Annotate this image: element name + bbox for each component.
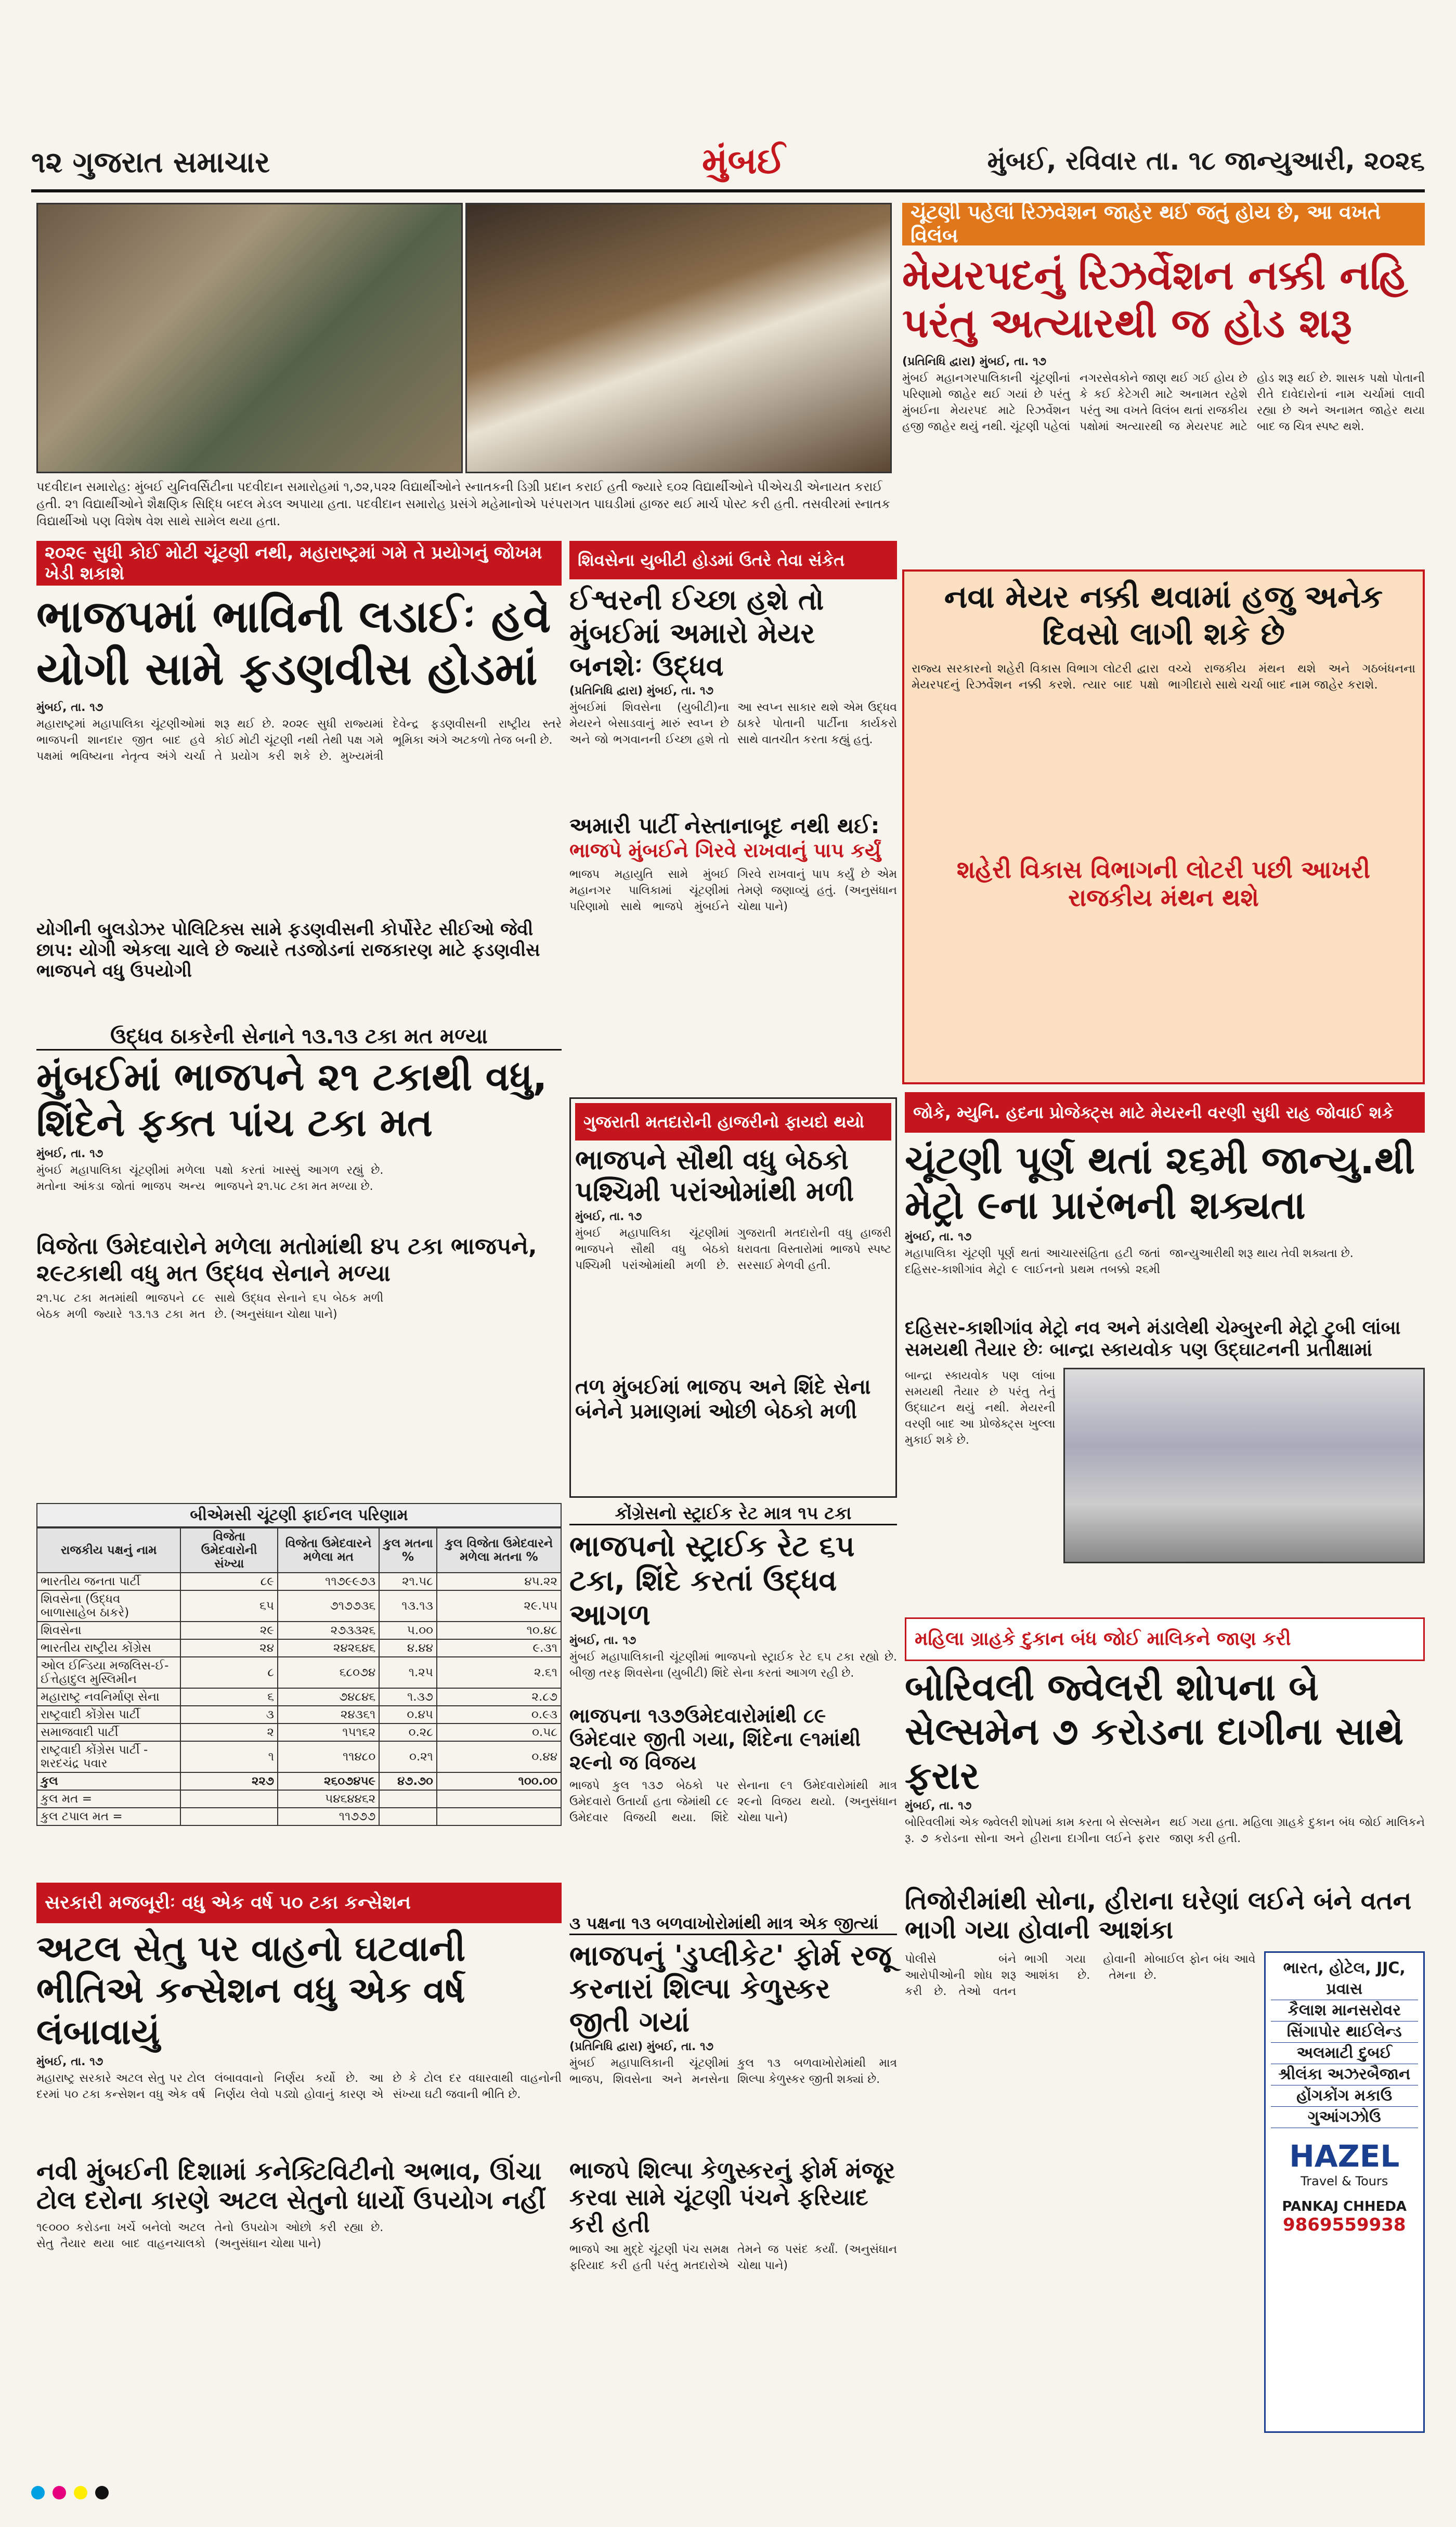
congress-body-2: ભાજપે કુલ ૧૩૭ બેઠકો પર ઉમેદવારો ઉતાર્યા હતા જેમાંથી ૮૯ ઉમેદવાર વિજયી થયા. શિંદે સેનાના ૯૧ ઉમેદવારોમાંથી માત્ર ૨૯નો વિજય થયો. (અનુસંધાન ચોથા પાને) (569, 1779, 897, 1824)
table-cell: સમાજવાદી પાર્ટી (37, 1723, 180, 1741)
metro-body-2: બાન્દ્રા સ્કાયવોક પણ લાંબા સમયથી તૈયાર છે પરંતુ તેનું ઉદ્ઘાટન થયું નથી. મેયરની વરણી બાદ આ પ્રોજેક્ટ્સ ખુલ્લા મુકાઈ શકે છે. (905, 1369, 1056, 1447)
table-cell: ૦.૯૩ (437, 1706, 561, 1723)
advert-contact-name: PANKAJ CHHEDA (1282, 2199, 1407, 2215)
bjp-future-kicker: ૨૦૨૯ સુધી કોઈ મોટી ચૂંટણી નથી, મહારાષ્ટ્રમાં ગમે તે પ્રયોગનું જોખમ ખેડી શકાશે (36, 541, 562, 586)
reg-mark-black (95, 2486, 109, 2499)
advert-destination: ભારત, હોટેલ, JJC, પ્રવાસ (1271, 1958, 1418, 2000)
table-cell: ૫.૦૦ (379, 1622, 437, 1639)
table-cell: ૧૧૭૯૯૭૩ (278, 1573, 379, 1590)
congress-headline: ભાજપનો સ્ટ્રાઈક રેટ ૬૫ ટકા, શિંદે કરતાં ઉદ્ધવ આગળ (569, 1530, 855, 1632)
mayor-body: મુંબઈ મહાનગરપાલિકાની ચૂંટણીનાં પરિણામો જાહેર થઈ ગયાં છે પરંતુ મુંબઈના મેયરપદ માટે રિઝર્વેશન હજી જાહેર થયું નથી. ચૂંટણી પહેલાં નગરસેવકોને જાણ થઈ ગઈ હોય છે કે કઈ કેટેગરી માટે અનામત રહેશે પરંતુ આ વખતે વિલંબ થતાં રાજકીય પક્ષોમાં અત્યારથી જ મેયરપદ માટે હોડ શરૂ થઈ છે. શાસક પક્ષો પોતાની રીતે દાવેદારોનાં નામ ચર્ચામાં લાવી રહ્યા છે અને અનામત જાહેર થયા બાદ જ ચિત્ર સ્પષ્ટ થશે. (902, 372, 1425, 434)
table-cell: ૮૯ (180, 1573, 278, 1590)
gujarati-voters-dateline: મુંબઈ, તા. ૧૭ (575, 1210, 642, 1223)
table-cell: ૧૧૪૮૦ (278, 1741, 379, 1772)
table-row (37, 1622, 561, 1639)
atal-setu-body: મહારાષ્ટ્ર સરકારે અટલ સેતુ પર ટોલ દરમાં ૫૦ ટકા કન્સેશન વધુ એક વર્ષ લંબાવવાનો નિર્ણય કર્યો છે. આ નિર્ણય લેવો પડ્યો હોવાનું કારણ એ છે કે ટોલ દર વધારવાથી વાહનોની સંખ્યા ઘટી જવાની ભીતિ છે. (36, 2071, 562, 2101)
table-cell: ૬૫ (180, 1590, 278, 1622)
table-cell: ૨૪૩૬૧ (278, 1706, 379, 1723)
advert-destination: હોંગકોંગ મકાઉ (1271, 2085, 1418, 2107)
congress-kicker: કોંગ્રેસનો સ્ટ્રાઈક રેટ માત્ર ૧૫ ટકા (569, 1503, 897, 1525)
table-cell: ૨૪ (180, 1639, 278, 1657)
mayor-dateline: (પ્રતિનિધિ દ્વારા) મુંબઈ, તા. ૧૭ (902, 355, 1047, 369)
table-cell: ૪૭.૭૦ (379, 1772, 437, 1790)
shilpa-dateline: (પ્રતિનિધિ દ્વારા) મુંબઈ, તા. ૧૭ (569, 2040, 714, 2053)
mayor-kicker: ચૂંટણી પહેલાં રિઝર્વેશન જાહેર થઈ જતું હોય છે, આ વખતે વિલંબ (902, 203, 1425, 245)
story-shilpa (569, 1914, 897, 2476)
table-row (37, 1772, 561, 1790)
table-cell: ૨.૮૭ (437, 1688, 561, 1706)
shilpa-kicker: ૩ પક્ષના ૧૩ બળવાખોરોમાંથી માત્ર એક જીત્યાં (569, 1914, 897, 1935)
registration-marks (31, 2486, 1425, 2502)
jewellery-subhead: તિજોરીમાંથી સોના, હીરાના ઘરેણાં લઈને બંને વતન ભાગી ગયા હોવાની આશંકા (905, 1886, 1412, 1945)
shivsena-subhead-1: અમારી પાર્ટી નેસ્તાનાબૂદ નથી થઈ: (569, 813, 880, 839)
table-cell: ૨.૬૧ (437, 1657, 561, 1688)
advert-phone[interactable]: 9869559938 (1282, 2214, 1406, 2236)
new-mayor-subhead: શહેરી વિકાસ વિભાગની લોટરી પછી આખરી રાજકીય મંથન થશે (956, 855, 1371, 912)
jewellery-body-2: પોલીસે બંને આરોપીઓની શોધ શરૂ કરી છે. તેઓ વતન ભાગી ગયા હોવાની આશંકા છે. તેમના મોબાઈલ ફોન બંધ આવે છે. (905, 1953, 1256, 1999)
table-cell (180, 1790, 278, 1808)
table-cell: ૫૪૬૪૪૬૨ (278, 1790, 379, 1808)
bjp-future-headline: ભાજપમાં ભાવિની લડાઈઃ હવે યોગી સામે ફડણવીસ હોડમાં (36, 591, 551, 696)
table-cell (437, 1808, 561, 1825)
vote-share-dateline: મુંબઈ, તા. ૧૭ (36, 1147, 103, 1160)
metro-kicker: જોકે, મ્યુનિ. હદના પ્રોજેક્ટ્સ માટે મેયરની વરણી સુધી રાહ જોવાઈ શકે (905, 1092, 1425, 1133)
congress-subhead: ભાજપના ૧૩૭ઉમેદવારોમાંથી ૮૯ ઉમેદવાર જીતી ગયા, શિંદેના ૯૧માંથી ૨૯નો જ વિજય (569, 1704, 861, 1774)
metro-headline: ચૂંટણી પૂર્ણ થતાં ૨૬મી જાન્યુ.થી મેટ્રો ૯ના પ્રારંભની શક્યતા (905, 1138, 1415, 1228)
vote-share-headline: મુંબઈમાં ભાજપને ૨૧ ટકાથી વધુ, શિંદેને ફક્ત પાંચ ટકા મત (36, 1055, 548, 1145)
masthead (31, 136, 1425, 192)
table-cell: ૧.૨૫ (379, 1657, 437, 1688)
results-table-box (36, 1503, 562, 1877)
table-row (37, 1790, 561, 1808)
table-cell: શિવસેના (37, 1622, 180, 1639)
table-cell: ૩ (180, 1706, 278, 1723)
table-cell: ૨ (180, 1723, 278, 1741)
advert-brand: HAZEL (1289, 2139, 1400, 2174)
story-atal-setu (36, 1883, 562, 2481)
results-table-title: બીએમસી ચૂંટણી ફાઈનલ પરિણામ (36, 1503, 562, 1527)
vote-share-body: મુંબઈ મહાપાલિકા ચૂંટણીમાં મળેલા મતોના આંકડા જોતાં ભાજપ અન્ય પક્ષો કરતાં ખાસ્સું આગળ રહ્યું છે. ભાજપને ૨૧.૫૮ ટકા મત મળ્યા છે. (36, 1163, 384, 1193)
table-cell: ૪.૪૪ (379, 1639, 437, 1657)
metro-train-photo (1063, 1368, 1425, 1563)
col-winner-vote-pct: કુલ વિજેતા ઉમેદવારને મળેલા મતના % (437, 1528, 561, 1573)
city-label: મુંબઈ (702, 139, 785, 182)
table-row (37, 1639, 561, 1657)
table-cell: ૧૧૭૭૭ (278, 1808, 379, 1825)
metro-body: મહાપાલિકા ચૂંટણી પૂર્ણ થતાં આચારસંહિતા હટી જતાં દહિસર-કાશીગાંવ મેટ્રો ૯ લાઈનનો પ્રથમ તબક્કો ૨૬મી જાન્યુઆરીથી શરૂ થાય તેવી શક્યતા છે. (905, 1247, 1354, 1276)
table-cell: ૨૯ (180, 1622, 278, 1639)
bjp-future-dateline: મુંબઈ, તા. ૧૭ (36, 701, 103, 714)
table-cell (379, 1790, 437, 1808)
table-cell: ૦.૪૪ (437, 1741, 561, 1772)
shivsena-kicker: શિવસેના યુબીટી હોડમાં ઉતરે તેવા સંકેત (569, 541, 897, 579)
col-winners: વિજેતા ઉમેદવારોની સંખ્યા (180, 1528, 278, 1573)
jewellery-kicker: મહિલા ગ્રાહકે દુકાન બંધ જોઈ માલિકને જાણ કરી (905, 1617, 1425, 1661)
bjp-future-body: મહારાષ્ટ્રમાં મહાપાલિકા ચૂંટણીઓમાં ભાજપની શાનદાર જીત બાદ હવે પક્ષમાં ભવિષ્યના નેતૃત્વ અંગે ચર્ચા શરૂ થઈ છે. ૨૦૨૯ સુધી રાજ્યમાં કોઈ મોટી ચૂંટણી નથી તેથી પક્ષ ગમે તે પ્રયોગ કરી શકે છે. મુખ્યમંત્રી દેવેન્દ્ર ફડણવીસની રાષ્ટ્રીય સ્તરે ભૂમિકા અંગે અટકળો તેજ બની છે. (36, 717, 562, 763)
table-row (37, 1808, 561, 1825)
table-cell: ૨૨૭ (180, 1772, 278, 1790)
table-cell: મહારાષ્ટ્ર નવનિર્માણ સેના (37, 1688, 180, 1706)
table-row (37, 1688, 561, 1706)
advert-destination: શ્રીલંકા અઝરબૈજાન (1271, 2064, 1418, 2085)
gujarati-voters-body: મુંબઈ મહાપાલિકા ચૂંટણીમાં ભાજપને સૌથી વધુ બેઠકો પશ્ચિમી પરાંઓમાંથી મળી છે. ગુજરાતી મતદારોની વધુ હાજરી ધરાવતા વિસ્તારોમાં ભાજપે સ્પષ્ટ સરસાઈ મેળવી હતી. (575, 1226, 891, 1272)
table-cell: ૧૫૧૬૨ (278, 1723, 379, 1741)
table-row (37, 1573, 561, 1590)
table-row (37, 1590, 561, 1622)
jewellery-dateline: મુંબઈ, તા. ૧૭ (905, 1799, 972, 1812)
story-congress (569, 1503, 897, 1909)
gujarati-voters-subhead: તળ મુંબઈમાં ભાજપ અને શિંદે સેના બંનેને પ્રમાણમાં ઓછી બેઠકો મળી (575, 1375, 871, 1423)
advert-destination: સિંગાપોર થાઈલેન્ડ (1271, 2021, 1418, 2043)
table-cell: ૨૭૩૩૨૬ (278, 1622, 379, 1639)
table-cell: ૬ (180, 1688, 278, 1706)
table-cell: ૦.૫૮ (437, 1723, 561, 1741)
story-mayor-reservation (902, 203, 1425, 567)
shivsena-dateline: (પ્રતિનિધિ દ્વારા) મુંબઈ, તા. ૧૭ (569, 684, 714, 698)
shilpa-headline: ભાજપનું 'ડુપ્લીકેટ' ફોર્મ રજૂ કરનારાં શિલ્પા કેળુસ્કર જીતી ગયાં (569, 1939, 892, 2039)
atal-setu-dateline: મુંબઈ, તા. ૧૭ (36, 2055, 103, 2068)
table-cell: ૧૦.૪૮ (437, 1622, 561, 1639)
jewellery-headline: બોરિવલી જ્વેલરી શોપના બે સેલ્સમેન ૭ કરોડના દાગીના સાથે ફરાર (905, 1665, 1404, 1797)
table-cell (180, 1808, 278, 1825)
congress-dateline: મુંબઈ, તા. ૧૭ (569, 1634, 636, 1648)
advert-destination: ગુઆંગઝોઉ (1271, 2107, 1418, 2128)
story-metro (905, 1092, 1425, 1612)
vote-share-kicker: ઉદ્ધવ ઠાકરેની સેનાને ૧૩.૧૩ ટકા મત મળ્યા (36, 1025, 562, 1051)
reg-mark-cyan (31, 2486, 45, 2499)
atal-setu-subhead: નવી મુંબઈની દિશામાં કનેક્ટિવિટીનો અભાવ, ઊંચા ટોલ દરોના કારણે અટલ સેતુનો ધાર્યો ઉપયોગ નહીં (36, 2156, 545, 2215)
vote-share-body-2: ૨૧.૫૮ ટકા મતમાંથી ભાજપને ૮૯ બેઠક મળી જ્યારે ૧૩.૧૩ ટકા મત સાથે ઉદ્ધવ સેનાને ૬૫ બેઠક મળી છે. (અનુસંધાન ચોથા પાને) (36, 1291, 384, 1321)
table-cell: ૧.૩૭ (379, 1688, 437, 1706)
results-table (36, 1527, 562, 1826)
shivsena-headline: ઈશ્વરની ઈચ્છા હશે તો મુંબઈમાં અમારો મેયર બનશેઃ ઉદ્ધવ (569, 584, 824, 683)
table-cell: ૨૪૨૬૪૬ (278, 1639, 379, 1657)
col-vote-pct: કુલ મતના % (379, 1528, 437, 1573)
table-cell: ૭૧૭૭૩૬ (278, 1590, 379, 1622)
table-cell: ૨૯.૫૫ (437, 1590, 561, 1622)
shilpa-body: મુંબઈ મહાપાલિકાની ચૂંટણીમાં ભાજપ, શિવસેના અને મનસેના કુલ ૧૩ બળવાખોરોમાંથી માત્ર શિલ્પા કેળુસ્કર જીતી શક્યાં છે. (569, 2056, 897, 2086)
advert-destination: કૈલાશ માનસરોવર (1271, 2000, 1418, 2021)
table-cell: ૬૮૦૭૪ (278, 1657, 379, 1688)
gujarati-voters-kicker: ગુજરાતી મતદારોની હાજરીનો ફાયદો થયો (575, 1103, 891, 1141)
atal-setu-body-2: ૧૯૦૦૦ કરોડના ખર્ચે બનેલો અટલ સેતુ તૈયાર થયા બાદ વાહનચાલકો તેનો ઉપયોગ ઓછો કરી રહ્યા છે. (અનુસંધાન ચોથા પાને) (36, 2221, 384, 2250)
col-party: રાજકીય પક્ષનું નામ (37, 1528, 180, 1573)
table-cell: કુલ મત = (37, 1790, 180, 1808)
story-vote-share (36, 1025, 562, 1498)
story-gujarati-voters (569, 1097, 897, 1498)
table-cell: ૪૫.૨૨ (437, 1573, 561, 1590)
advert-tagline: Travel & Tours (1301, 2174, 1388, 2189)
table-cell: રાષ્ટ્રવાદી કોંગ્રેસ પાર્ટી - શરદચંદ્ર પવાર (37, 1741, 180, 1772)
convocation-photo-left (36, 203, 463, 473)
table-row (37, 1657, 561, 1688)
table-cell: ભારતીય રાષ્ટ્રીય કોંગ્રેસ (37, 1639, 180, 1657)
shilpa-subhead: ભાજપે શિલ્પા કેળુસ્કરનું ફોર્મ મંજૂર કરવા સામે ચૂંટણી પંચને ફરિયાદ કરી હતી (569, 2157, 895, 2238)
metro-subhead: દહિસર-કાશીગાંવ મેટ્રો નવ અને મંડાલેથી ચેમ્બુરની મેટ્રો ટુબી લાંબા સમયથી તૈયાર છેઃ બાન્દ્રા સ્કાયવોક પણ ઉદ્ઘાટનની પ્રતીક્ષામાં (905, 1317, 1401, 1361)
advert-destinations (1271, 1958, 1418, 2128)
shilpa-body-2: ભાજપે આ મુદ્દે ચૂંટણી પંચ સમક્ષ ફરિયાદ કરી હતી પરંતુ મતદારોએ તેમને જ પસંદ કર્યાં. (અનુસંધાન ચોથા પાને) (569, 2243, 897, 2272)
reg-mark-yellow (74, 2486, 87, 2499)
table-cell: ઓલ ઈન્ડિયા મજલિસ-ઈ-ઈત્તેહાદુલ મુસ્લિમીન (37, 1657, 180, 1688)
mayor-headline: મેયરપદનું રિઝર્વેશન નક્કી નહિ પરંતુ અત્યારથી જ હોડ શરૂ (902, 252, 1408, 347)
reg-mark-magenta (53, 2486, 66, 2499)
col-winner-votes: વિજેતા ઉમેદવારને મળેલા મત (278, 1528, 379, 1573)
table-cell: ૭૪૮૪૬ (278, 1688, 379, 1706)
shivsena-subhead-2: ભાજપે મુંબઈને ગિરવે રાખવાનું પાપ કર્યું (569, 838, 881, 862)
vote-share-subhead: વિજેતા ઉમેદવારોને મળેલા મતોમાંથી ૪૫ ટકા ભાજપને, ૨૯ટકાથી વધુ મત ઉદ્ધવ સેનાને મળ્યા (36, 1233, 537, 1287)
story-bjp-future (36, 541, 562, 1019)
advert-destination: અલમાટી દુબઈ (1271, 2043, 1418, 2064)
issue-date: મુંબઈ, રવિવાર તા. ૧૮ જાન્યુઆરી, ૨૦૨૬ (987, 146, 1425, 176)
atal-setu-headline: અટલ સેતુ પર વાહનો ઘટવાની ભીતિએ કન્સેશન વધુ એક વર્ષ લંબાવાયું (36, 1928, 466, 2053)
table-cell: ૧ (180, 1741, 278, 1772)
table-cell: ૮ (180, 1657, 278, 1688)
jewellery-body: બોરિવલીમાં એક જ્વેલરી શોપમાં કામ કરતા બે સેલ્સમેન રૂ. ૭ કરોડના સોના અને હીરાના દાગીના લઈને ફરાર થઈ ગયા હતા. મહિલા ગ્રાહકે દુકાન બંધ જોઈ માલિકને જાણ કરી હતી. (905, 1816, 1425, 1845)
table-cell: શિવસેના (ઉદ્ધવ બાળાસાહેબ ઠાકરે) (37, 1590, 180, 1622)
table-cell: ભારતીય જનતા પાર્ટી (37, 1573, 180, 1590)
table-cell: ૦.૪૫ (379, 1706, 437, 1723)
congress-body: મુંબઈ મહાપાલિકાની ચૂંટણીમાં ભાજપનો સ્ટ્રાઈક રેટ ૬૫ ટકા રહ્યો છે. બીજી તરફ શિવસેના (યુબીટી) શિંદે સેના કરતાં આગળ રહી છે. (569, 1651, 897, 1680)
page-title: ૧૨ ગુજરાત સમાચાર (31, 146, 270, 179)
table-cell (379, 1808, 437, 1825)
table-cell: કુલ ટપાલ મત = (37, 1808, 180, 1825)
table-cell: ૧૩.૧૩ (379, 1590, 437, 1622)
metro-dateline: મુંબઈ, તા. ૧૭ (905, 1230, 972, 1243)
table-row (37, 1706, 561, 1723)
table-cell: ૨૧.૫૮ (379, 1573, 437, 1590)
story-jewellery (905, 1617, 1425, 2476)
atal-setu-kicker: સરકારી મજબૂરીઃ વધુ એક વર્ષ ૫૦ ટકા કન્સેશન (36, 1883, 562, 1923)
shivsena-body-2: ભાજપ મહાયુતિ સામે મુંબઈ મહાનગર પાલિકામાં ચૂંટણીમાં પરિણામો સાથે ભાજપે મુંબઈને ગિરવે રાખવાનું પાપ કર્યું છે એમ તેમણે જણાવ્યું હતું. (અનુસંધાન ચોથા પાને) (569, 867, 897, 913)
table-row (37, 1741, 561, 1772)
table-cell: ૨૬૦૭૪૫૯ (278, 1772, 379, 1790)
story-shivsena (569, 541, 897, 1092)
table-row (37, 1723, 561, 1741)
convocation-photo-right (465, 203, 892, 473)
new-mayor-body: રાજ્ય સરકારનો શહેરી વિકાસ વિભાગ લોટરી દ્વારા મેયરપદનું રિઝર્વેશન નક્કી કરશે. ત્યાર બાદ પક્ષો વચ્ચે રાજકીય મંથન થશે અને ગઠબંધનના ભાગીદારો સાથે ચર્ચા બાદ નામ જાહેર કરાશે. (912, 662, 1415, 692)
table-cell: ૦.૨૮ (379, 1723, 437, 1741)
box-new-mayor (902, 569, 1425, 1084)
table-cell: ૧૦૦.૦૦ (437, 1772, 561, 1790)
results-header-row (37, 1528, 561, 1573)
table-cell (437, 1790, 561, 1808)
convocation-caption: પદવીદાન સમારોહ: મુંબઈ યુનિવર્સિટીના પદવીદાન સમારોહમાં ૧,૭૨,૫૨૨ વિદ્યાર્થીઓને સ્નાતકની ડિગ્રી પ્રદાન કરાઈ હતી જ્યારે ૬૦૨ વિદ્યાર્થીઓને પીએચડી એનાયત કરાઈ હતી. ૨૧ વિદ્યાર્થીઓને શૈક્ષણિક સિદ્ધિ બદલ મેડલ અપાયા હતા. પદવીદાન સમારોહ પ્રસંગે મહેમાનોએ પરંપરાગત પાઘડીમાં હાજર થઈ માર્ચ પોસ્ટ કરી હતી. તસવીરમાં સ્નાતક વિદ્યાર્થીઓ પણ વિશેષ વેશ સાથે સામેલ થયા હતા. (36, 480, 890, 528)
shivsena-body: મુંબઈમાં શિવસેના (યુબીટી)ના મેયરને બેસાડવાનું મારું સ્વપ્ન છે અને જો ભગવાનની ઈચ્છા હશે તો આ સ્વપ્ન સાકાર થશે એમ ઉદ્ધવ ઠાકરે પોતાની પાર્ટીના કાર્યકરો સાથે વાતચીત કરતા કહ્યું હતું. (569, 701, 897, 747)
table-cell: કુલ (37, 1772, 180, 1790)
table-cell: રાષ્ટ્રવાદી કોંગ્રેસ પાર્ટી (37, 1706, 180, 1723)
table-cell: ૯.૩૧ (437, 1639, 561, 1657)
new-mayor-headline: નવા મેયર નક્કી થવામાં હજુ અનેક દિવસો લાગી શકે છે (944, 579, 1383, 652)
travel-advert[interactable] (1264, 1951, 1425, 2433)
table-cell: ૦.૨૧ (379, 1741, 437, 1772)
bjp-future-subhead: યોગીની બુલડોઝર પોલિટિક્સ સામે ફડણવીસની કોર્પોરેટ સીઈઓ જેવી છાપ: યોગી એકલા ચાલે છે જ્યારે તડજોડનાં રાજકારણ માટે ફડણવીસ ભાજપને વધુ ઉપયોગી (36, 918, 540, 982)
gujarati-voters-headline: ભાજપને સૌથી વધુ બેઠકો પશ્ચિમી પરાંઓમાંથી મળી (575, 1145, 854, 1208)
